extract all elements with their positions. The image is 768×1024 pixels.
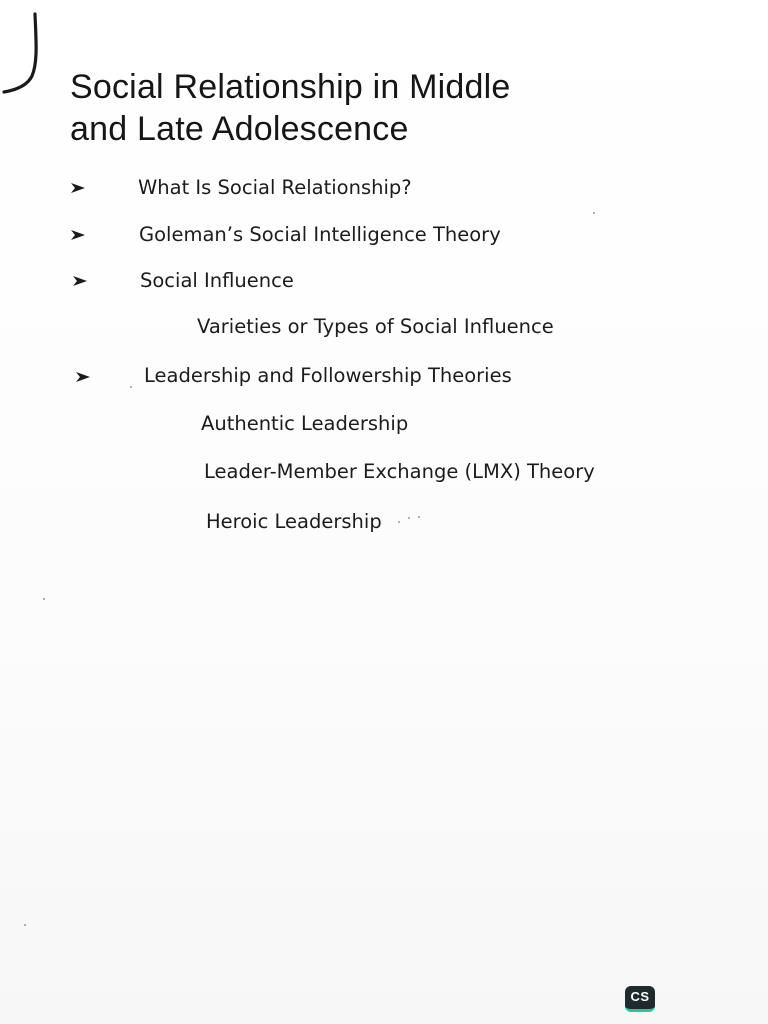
title-line-1: Social Relationship in Middle [70,68,511,106]
arrowhead-bullet-icon [70,229,86,241]
title-line-2: and Late Adolescence [70,110,409,148]
list-item: Social Influence [140,269,294,292]
sub-list-item: Heroic Leadership [206,510,382,533]
scan-speck [398,521,400,523]
sub-list-item: Leader-Member Exchange (LMX) Theory [204,460,595,483]
scan-speck [418,516,420,518]
scan-speck [408,517,410,519]
list-item: Leadership and Followership Theories [144,364,512,387]
scan-speck [593,212,595,214]
camscanner-logo: CS [625,986,655,1012]
sub-list-item: Authentic Leadership [201,412,409,435]
scan-speck [43,598,45,600]
sub-list-item: Varieties or Types of Social Influence [197,315,554,338]
arrowhead-bullet-icon [72,275,88,287]
list-item: What Is Social Relationship? [138,176,412,199]
page-title [70,66,510,150]
list-item: Goleman’s Social Intelligence Theory [139,223,501,246]
arrowhead-bullet-icon [70,182,86,194]
scan-speck [130,386,132,388]
scan-speck [24,924,26,926]
arrowhead-bullet-icon [75,371,91,383]
binder-mark-icon [0,10,44,94]
